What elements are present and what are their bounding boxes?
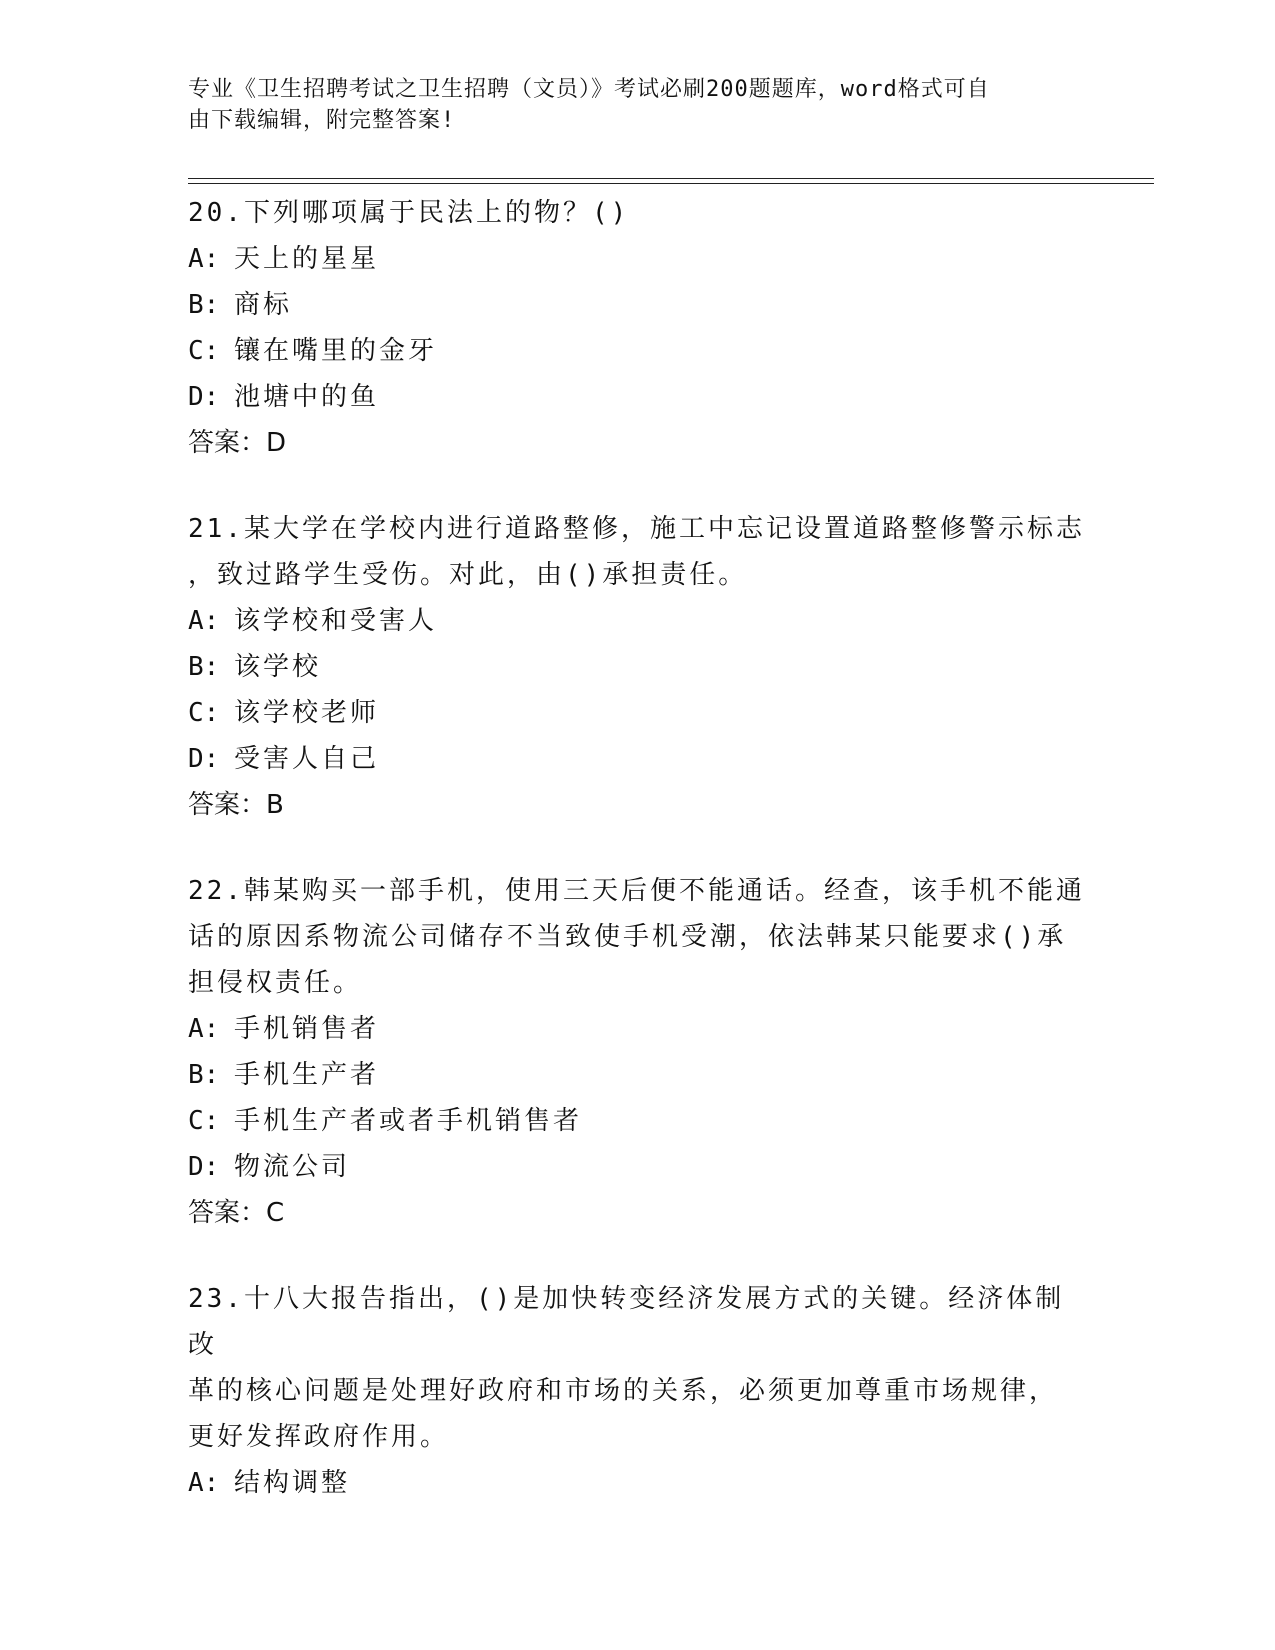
question-stem-line: 革的核心问题是处理好政府和市场的关系，必须更加尊重市场规律， <box>188 1376 1059 1406</box>
option-a <box>188 598 1088 644</box>
question-stem-line: 担侵权责任。 <box>188 968 363 998</box>
option-text: 该学校 <box>234 652 322 682</box>
option-letter: B: <box>188 652 220 682</box>
option-letter: B: <box>188 1060 220 1090</box>
option-text: 商标 <box>234 290 293 320</box>
question-23 <box>188 1276 1088 1506</box>
header-line-2: 由下载编辑，附完整答案! <box>188 108 456 133</box>
option-text: 手机销售者 <box>234 1014 380 1044</box>
option-text: 受害人自己 <box>234 744 380 774</box>
answer-line: 答案：B <box>188 790 284 820</box>
question-stem-line: 23.十八大报告指出，()是加快转变经济发展方式的关键。经济体制改 <box>188 1284 1065 1360</box>
option-letter: A: <box>188 606 220 636</box>
question-21 <box>188 506 1088 828</box>
option-text: 天上的星星 <box>234 244 380 274</box>
option-text: 该学校老师 <box>234 698 380 728</box>
option-letter: C: <box>188 1106 220 1136</box>
option-letter: A: <box>188 244 220 274</box>
option-text: 手机生产者 <box>234 1060 380 1090</box>
option-a <box>188 1460 1088 1506</box>
header-divider-bottom <box>188 183 1154 184</box>
option-d <box>188 736 1088 782</box>
option-letter: D: <box>188 1152 220 1182</box>
option-a <box>188 1006 1088 1052</box>
option-text: 镶在嘴里的金牙 <box>234 336 438 366</box>
question-22 <box>188 868 1088 1236</box>
option-c <box>188 328 1088 374</box>
header-line-1: 专业《卫生招聘考试之卫生招聘（文员）》考试必刷200题题库，word格式可自 <box>188 77 990 102</box>
answer-line: 答案：D <box>188 428 287 458</box>
question-stem-line: 20.下列哪项属于民法上的物？() <box>188 198 630 228</box>
option-text: 该学校和受害人 <box>234 606 438 636</box>
option-letter: C: <box>188 698 220 728</box>
header-divider-top <box>188 178 1154 179</box>
option-text: 池塘中的鱼 <box>234 382 380 412</box>
option-b <box>188 1052 1088 1098</box>
document-header <box>188 74 1068 136</box>
option-b <box>188 282 1088 328</box>
option-a <box>188 236 1088 282</box>
option-letter: A: <box>188 1014 220 1044</box>
question-20 <box>188 190 1088 466</box>
option-c <box>188 690 1088 736</box>
option-letter: D: <box>188 382 220 412</box>
option-b <box>188 644 1088 690</box>
question-stem-line: 22.韩某购买一部手机，使用三天后便不能通话。经查，该手机不能通 <box>188 876 1085 906</box>
answer-line: 答案：C <box>188 1198 285 1228</box>
option-text: 物流公司 <box>234 1152 351 1182</box>
option-letter: A: <box>188 1468 220 1498</box>
question-list <box>188 190 1088 1546</box>
option-text: 手机生产者或者手机销售者 <box>234 1106 583 1136</box>
question-stem-line: 更好发挥政府作用。 <box>188 1422 450 1452</box>
option-d <box>188 374 1088 420</box>
question-stem-line: 话的原因系物流公司储存不当致使手机受潮，依法韩某只能要求()承 <box>188 922 1067 952</box>
option-d <box>188 1144 1088 1190</box>
option-letter: B: <box>188 290 220 320</box>
option-c <box>188 1098 1088 1144</box>
option-text: 结构调整 <box>234 1468 351 1498</box>
option-letter: D: <box>188 744 220 774</box>
question-stem-line: ，致过路学生受伤。对此，由()承担责任。 <box>188 560 748 590</box>
option-letter: C: <box>188 336 220 366</box>
question-stem-line: 21.某大学在学校内进行道路整修，施工中忘记设置道路整修警示标志 <box>188 514 1085 544</box>
